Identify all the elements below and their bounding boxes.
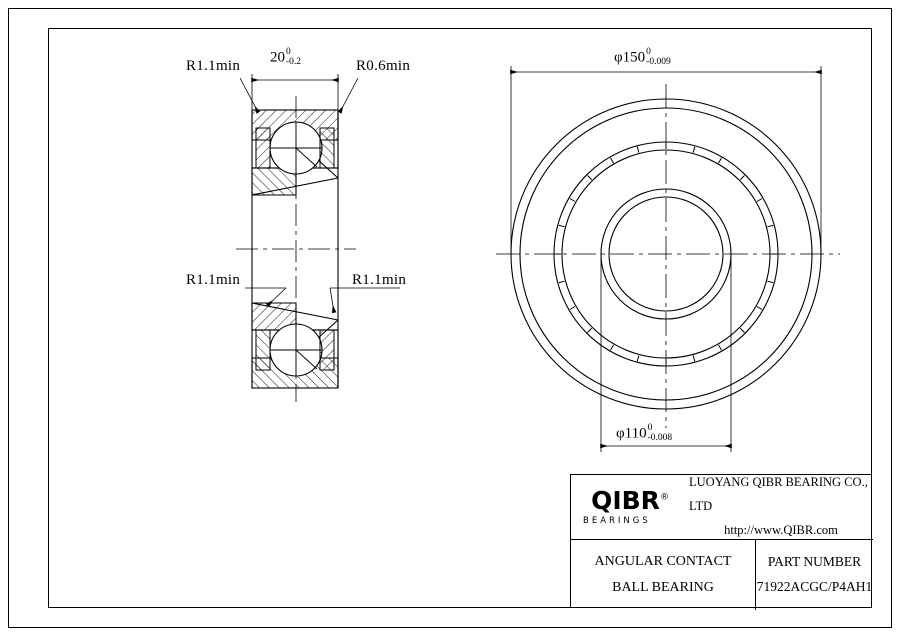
label-r11min-mid-left: R1.1min: [186, 272, 241, 288]
dimension-width: [270, 48, 301, 68]
logo-wordmark: QIBR: [591, 486, 660, 515]
width-dimension: [252, 74, 338, 110]
label-r11min-mid-right: R1.1min: [352, 272, 407, 288]
company-url[interactable]: http://www.QIBR.com: [724, 522, 838, 537]
phi-symbol-od: φ: [614, 49, 623, 66]
logo-subtitle: BEARINGS: [583, 516, 651, 526]
logo-text: [591, 488, 669, 513]
product-type-line1: ANGULAR CONTACT: [594, 554, 732, 570]
company-info: [689, 475, 873, 539]
part-number-label: PART NUMBER: [767, 554, 862, 570]
company-name: LUOYANG QIBR BEARING CO., LTD: [689, 475, 868, 514]
dimension-bore-diameter: [616, 424, 672, 444]
title-block: [570, 474, 872, 608]
dimension-od-tol-lower: -0.009: [646, 56, 671, 67]
product-type-line2: BALL BEARING: [612, 580, 714, 595]
phi-symbol-bore: φ: [616, 425, 625, 442]
registered-trademark-icon: ®: [659, 492, 669, 503]
dimension-width-value: 20: [270, 49, 285, 66]
qibr-logo: [571, 475, 689, 539]
dimension-bore-tol-lower: -0.008: [647, 432, 673, 443]
dimension-bore-value: 110: [624, 425, 647, 442]
product-type: [571, 540, 756, 610]
part-number-value: 71922ACGC/P4AH1: [756, 579, 873, 594]
dimension-od-tol-upper: 0: [646, 47, 651, 57]
dimension-od-value: 150: [622, 49, 646, 66]
part-number-cell: [756, 540, 873, 610]
title-block-header-row: [571, 475, 873, 539]
dimension-outer-diameter: [614, 48, 671, 68]
dimension-width-tol-lower: -0.2: [286, 56, 302, 67]
label-r06min-top-right: R0.6min: [356, 58, 411, 74]
title-block-bottom-row: [571, 539, 873, 610]
dimension-bore-tol-upper: 0: [647, 423, 653, 433]
label-r11min-top-left: R1.1min: [186, 58, 241, 74]
front-view-centerlines: [496, 84, 840, 428]
dimension-width-tol-upper: 0: [286, 47, 291, 57]
